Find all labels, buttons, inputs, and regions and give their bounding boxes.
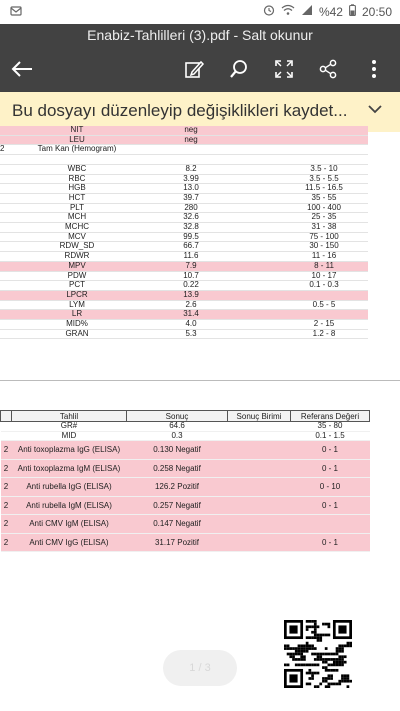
table-cell: 31.17 Pozitif [127, 533, 228, 552]
table-cell: 0.5 - 5 [280, 300, 368, 310]
table-cell [240, 261, 280, 271]
table-cell: 0.258 Negatif [127, 459, 228, 478]
table-cell: neg [142, 135, 240, 145]
table-cell: 0.147 Negatif [127, 515, 228, 534]
table-cell: 0.1 - 1.5 [291, 431, 370, 441]
share-icon[interactable] [312, 54, 344, 84]
table-cell: 75 - 100 [280, 232, 368, 242]
table-cell [0, 232, 12, 242]
table-cell: 10.7 [142, 271, 240, 281]
table-cell: 2 [1, 533, 12, 552]
table-cell [0, 310, 12, 320]
table-cell: neg [142, 126, 240, 135]
table-cell: 32.6 [142, 213, 240, 223]
table-cell: 35 - 80 [291, 422, 370, 432]
table-cell: HCT [12, 193, 142, 203]
table-cell: 100 - 400 [280, 203, 368, 213]
table-cell: 39.7 [142, 193, 240, 203]
table-cell: GRAN [12, 329, 142, 339]
table-cell [240, 223, 280, 233]
table-cell [228, 533, 291, 552]
table-cell [0, 261, 12, 271]
table-cell [240, 300, 280, 310]
battery-label: %42 [318, 4, 343, 19]
hemogram-table [0, 126, 368, 339]
table-row [0, 223, 368, 233]
table-cell [0, 242, 12, 252]
serology-table [0, 410, 370, 552]
table-row [1, 496, 370, 515]
table-row [0, 252, 368, 262]
table-cell [228, 422, 291, 432]
table-row [1, 478, 370, 497]
table-cell: LR [12, 310, 142, 320]
table-cell [12, 155, 142, 165]
fullscreen-icon[interactable] [268, 54, 300, 84]
table-cell [0, 320, 12, 330]
table-cell: 2 [1, 515, 12, 534]
table-cell: 66.7 [142, 242, 240, 252]
table-cell: 2 [1, 478, 12, 497]
table-cell [240, 145, 280, 155]
notification-icon [10, 5, 22, 20]
table-cell [240, 252, 280, 262]
table-cell: LEU [12, 135, 142, 145]
table-cell: Tam Kan (Hemogram) [12, 145, 142, 155]
battery-icon [349, 4, 356, 19]
table-cell: LYM [12, 300, 142, 310]
table-row [1, 441, 370, 460]
table-cell [240, 213, 280, 223]
table-cell [240, 271, 280, 281]
table-row [0, 184, 368, 194]
table-cell: 0.130 Negatif [127, 441, 228, 460]
table-cell [240, 310, 280, 320]
table-cell: NIT [12, 126, 142, 135]
table-header-row [1, 411, 370, 422]
table-cell: 0 - 1 [291, 533, 370, 552]
header-referans: Referans Değeri [291, 411, 370, 422]
table-cell: PDW [12, 271, 142, 281]
page-divider [0, 380, 400, 381]
clock: 20:50 [361, 4, 392, 19]
table-cell [240, 290, 280, 300]
table-cell: 2 [1, 441, 12, 460]
table-cell: 3.99 [142, 174, 240, 184]
table-cell: 0 - 1 [291, 496, 370, 515]
table-cell: LPCR [12, 290, 142, 300]
search-icon[interactable] [223, 54, 255, 84]
back-arrow-icon[interactable] [6, 54, 38, 84]
table-cell: Anti rubella IgM (ELISA) [12, 496, 127, 515]
table-cell: 3.5 - 10 [280, 164, 368, 174]
table-cell: 8.2 [142, 164, 240, 174]
edit-icon[interactable] [178, 54, 210, 84]
table-cell [240, 193, 280, 203]
chevron-down-icon[interactable] [368, 98, 382, 128]
table-cell [0, 126, 12, 135]
table-cell [0, 329, 12, 339]
more-vert-icon[interactable] [358, 54, 390, 84]
table-cell [240, 164, 280, 174]
table-cell: MCV [12, 232, 142, 242]
table-cell [0, 203, 12, 213]
table-cell: 10 - 17 [280, 271, 368, 281]
header-cell [1, 411, 12, 422]
table-cell: 4.0 [142, 320, 240, 330]
table-cell: 5.3 [142, 329, 240, 339]
table-row [1, 431, 370, 441]
table-cell [280, 155, 368, 165]
table-cell: Anti CMV IgM (ELISA) [12, 515, 127, 534]
table-row [0, 320, 368, 330]
table-row [0, 281, 368, 291]
table-cell [240, 174, 280, 184]
table-cell: 25 - 35 [280, 213, 368, 223]
table-cell [240, 203, 280, 213]
table-cell [240, 242, 280, 252]
table-row [0, 145, 368, 155]
table-cell: 32.8 [142, 223, 240, 233]
page-indicator[interactable]: 1 / 3 [163, 650, 237, 686]
table-cell: WBC [12, 164, 142, 174]
table-row [1, 533, 370, 552]
table-cell: Anti toxoplazma IgM (ELISA) [12, 459, 127, 478]
table-cell [280, 145, 368, 155]
table-cell: Anti rubella IgG (ELISA) [12, 478, 127, 497]
table-cell: 126.2 Pozitif [127, 478, 228, 497]
header-sonuc-birimi: Sonuç Birimi [228, 411, 291, 422]
table-cell [0, 223, 12, 233]
table-cell: GR# [12, 422, 127, 432]
table-cell [0, 184, 12, 194]
table-cell: Anti toxoplazma IgG (ELISA) [12, 441, 127, 460]
table-cell: 31 - 38 [280, 223, 368, 233]
table-cell: 13.0 [142, 184, 240, 194]
table-cell: 31.4 [142, 310, 240, 320]
table-cell: 1.2 - 8 [280, 329, 368, 339]
table-cell: Anti CMV IgG (ELISA) [12, 533, 127, 552]
table-cell: 8 - 11 [280, 261, 368, 271]
table-cell: 3.5 - 5.5 [280, 174, 368, 184]
table-cell [240, 184, 280, 194]
wifi-icon [281, 4, 295, 19]
table-row [0, 164, 368, 174]
table-cell: 7.9 [142, 261, 240, 271]
table-cell: 0 - 1 [291, 459, 370, 478]
table-cell: PLT [12, 203, 142, 213]
table-cell: 0.257 Negatif [127, 496, 228, 515]
table-cell [0, 193, 12, 203]
app-bar [0, 24, 400, 92]
table-cell [280, 290, 368, 300]
table-row [0, 155, 368, 165]
table-cell: MPV [12, 261, 142, 271]
signal-icon [301, 4, 313, 19]
table-cell: RBC [12, 174, 142, 184]
table-cell: MID [12, 431, 127, 441]
table-cell [228, 431, 291, 441]
table-cell [240, 320, 280, 330]
table-row [1, 459, 370, 478]
table-cell: 2 [1, 496, 12, 515]
table-row [1, 422, 370, 432]
table-cell: 64.6 [127, 422, 228, 432]
table-cell [240, 126, 280, 135]
table-cell [1, 422, 12, 432]
table-cell: MCH [12, 213, 142, 223]
table-cell: 11.5 - 16.5 [280, 184, 368, 194]
table-cell: 0.3 [127, 431, 228, 441]
table-cell: 0.22 [142, 281, 240, 291]
table-cell: MID% [12, 320, 142, 330]
document-title: Enabiz-Tahlilleri (3).pdf - Salt okunur [87, 27, 313, 43]
table-cell: RDWR [12, 252, 142, 262]
table-cell [0, 252, 12, 262]
table-cell: 35 - 55 [280, 193, 368, 203]
alarm-icon [263, 4, 275, 19]
table-cell [240, 281, 280, 291]
table-cell: 0 - 10 [291, 478, 370, 497]
table-cell [280, 126, 368, 135]
qr-code [284, 620, 352, 688]
table-cell [240, 155, 280, 165]
table-cell [228, 459, 291, 478]
table-cell [0, 281, 12, 291]
table-cell: RDW_SD [12, 242, 142, 252]
table-cell: 2 [1, 459, 12, 478]
table-cell: 0 - 1 [291, 441, 370, 460]
table-cell: 2 [0, 145, 12, 155]
table-row [1, 515, 370, 534]
table-cell [0, 213, 12, 223]
table-cell: 0.1 - 0.3 [280, 281, 368, 291]
table-cell [0, 164, 12, 174]
table-row [0, 193, 368, 203]
table-row [0, 261, 368, 271]
table-cell: 11 - 16 [280, 252, 368, 262]
table-cell [240, 232, 280, 242]
table-cell [1, 431, 12, 441]
table-cell [228, 515, 291, 534]
table-cell: 13.9 [142, 290, 240, 300]
table-cell [0, 174, 12, 184]
table-cell [240, 329, 280, 339]
table-cell [240, 135, 280, 145]
table-cell [280, 135, 368, 145]
table-cell [142, 145, 240, 155]
table-cell [228, 441, 291, 460]
table-cell: 11.6 [142, 252, 240, 262]
table-row [0, 290, 368, 300]
table-cell [0, 300, 12, 310]
table-cell: PCT [12, 281, 142, 291]
table-cell [291, 515, 370, 534]
table-cell [0, 155, 12, 165]
table-cell [228, 478, 291, 497]
header-sonuc: Sonuç [127, 411, 228, 422]
table-cell: 2.6 [142, 300, 240, 310]
table-cell [142, 155, 240, 165]
table-cell [0, 271, 12, 281]
table-row [0, 126, 368, 135]
table-cell: 99.5 [142, 232, 240, 242]
table-row [0, 329, 368, 339]
header-tahlil: Tahlil [12, 411, 127, 422]
status-bar [0, 0, 400, 24]
table-cell: 30 - 150 [280, 242, 368, 252]
table-cell: 280 [142, 203, 240, 213]
table-cell [228, 496, 291, 515]
banner-text: Bu dosyayı düzenleyip değişiklikleri kaydet... [12, 101, 348, 120]
table-row [0, 310, 368, 320]
table-cell [0, 290, 12, 300]
table-cell: 2 - 15 [280, 320, 368, 330]
table-cell: HGB [12, 184, 142, 194]
table-cell: MCHC [12, 223, 142, 233]
pdf-page[interactable] [0, 125, 400, 711]
